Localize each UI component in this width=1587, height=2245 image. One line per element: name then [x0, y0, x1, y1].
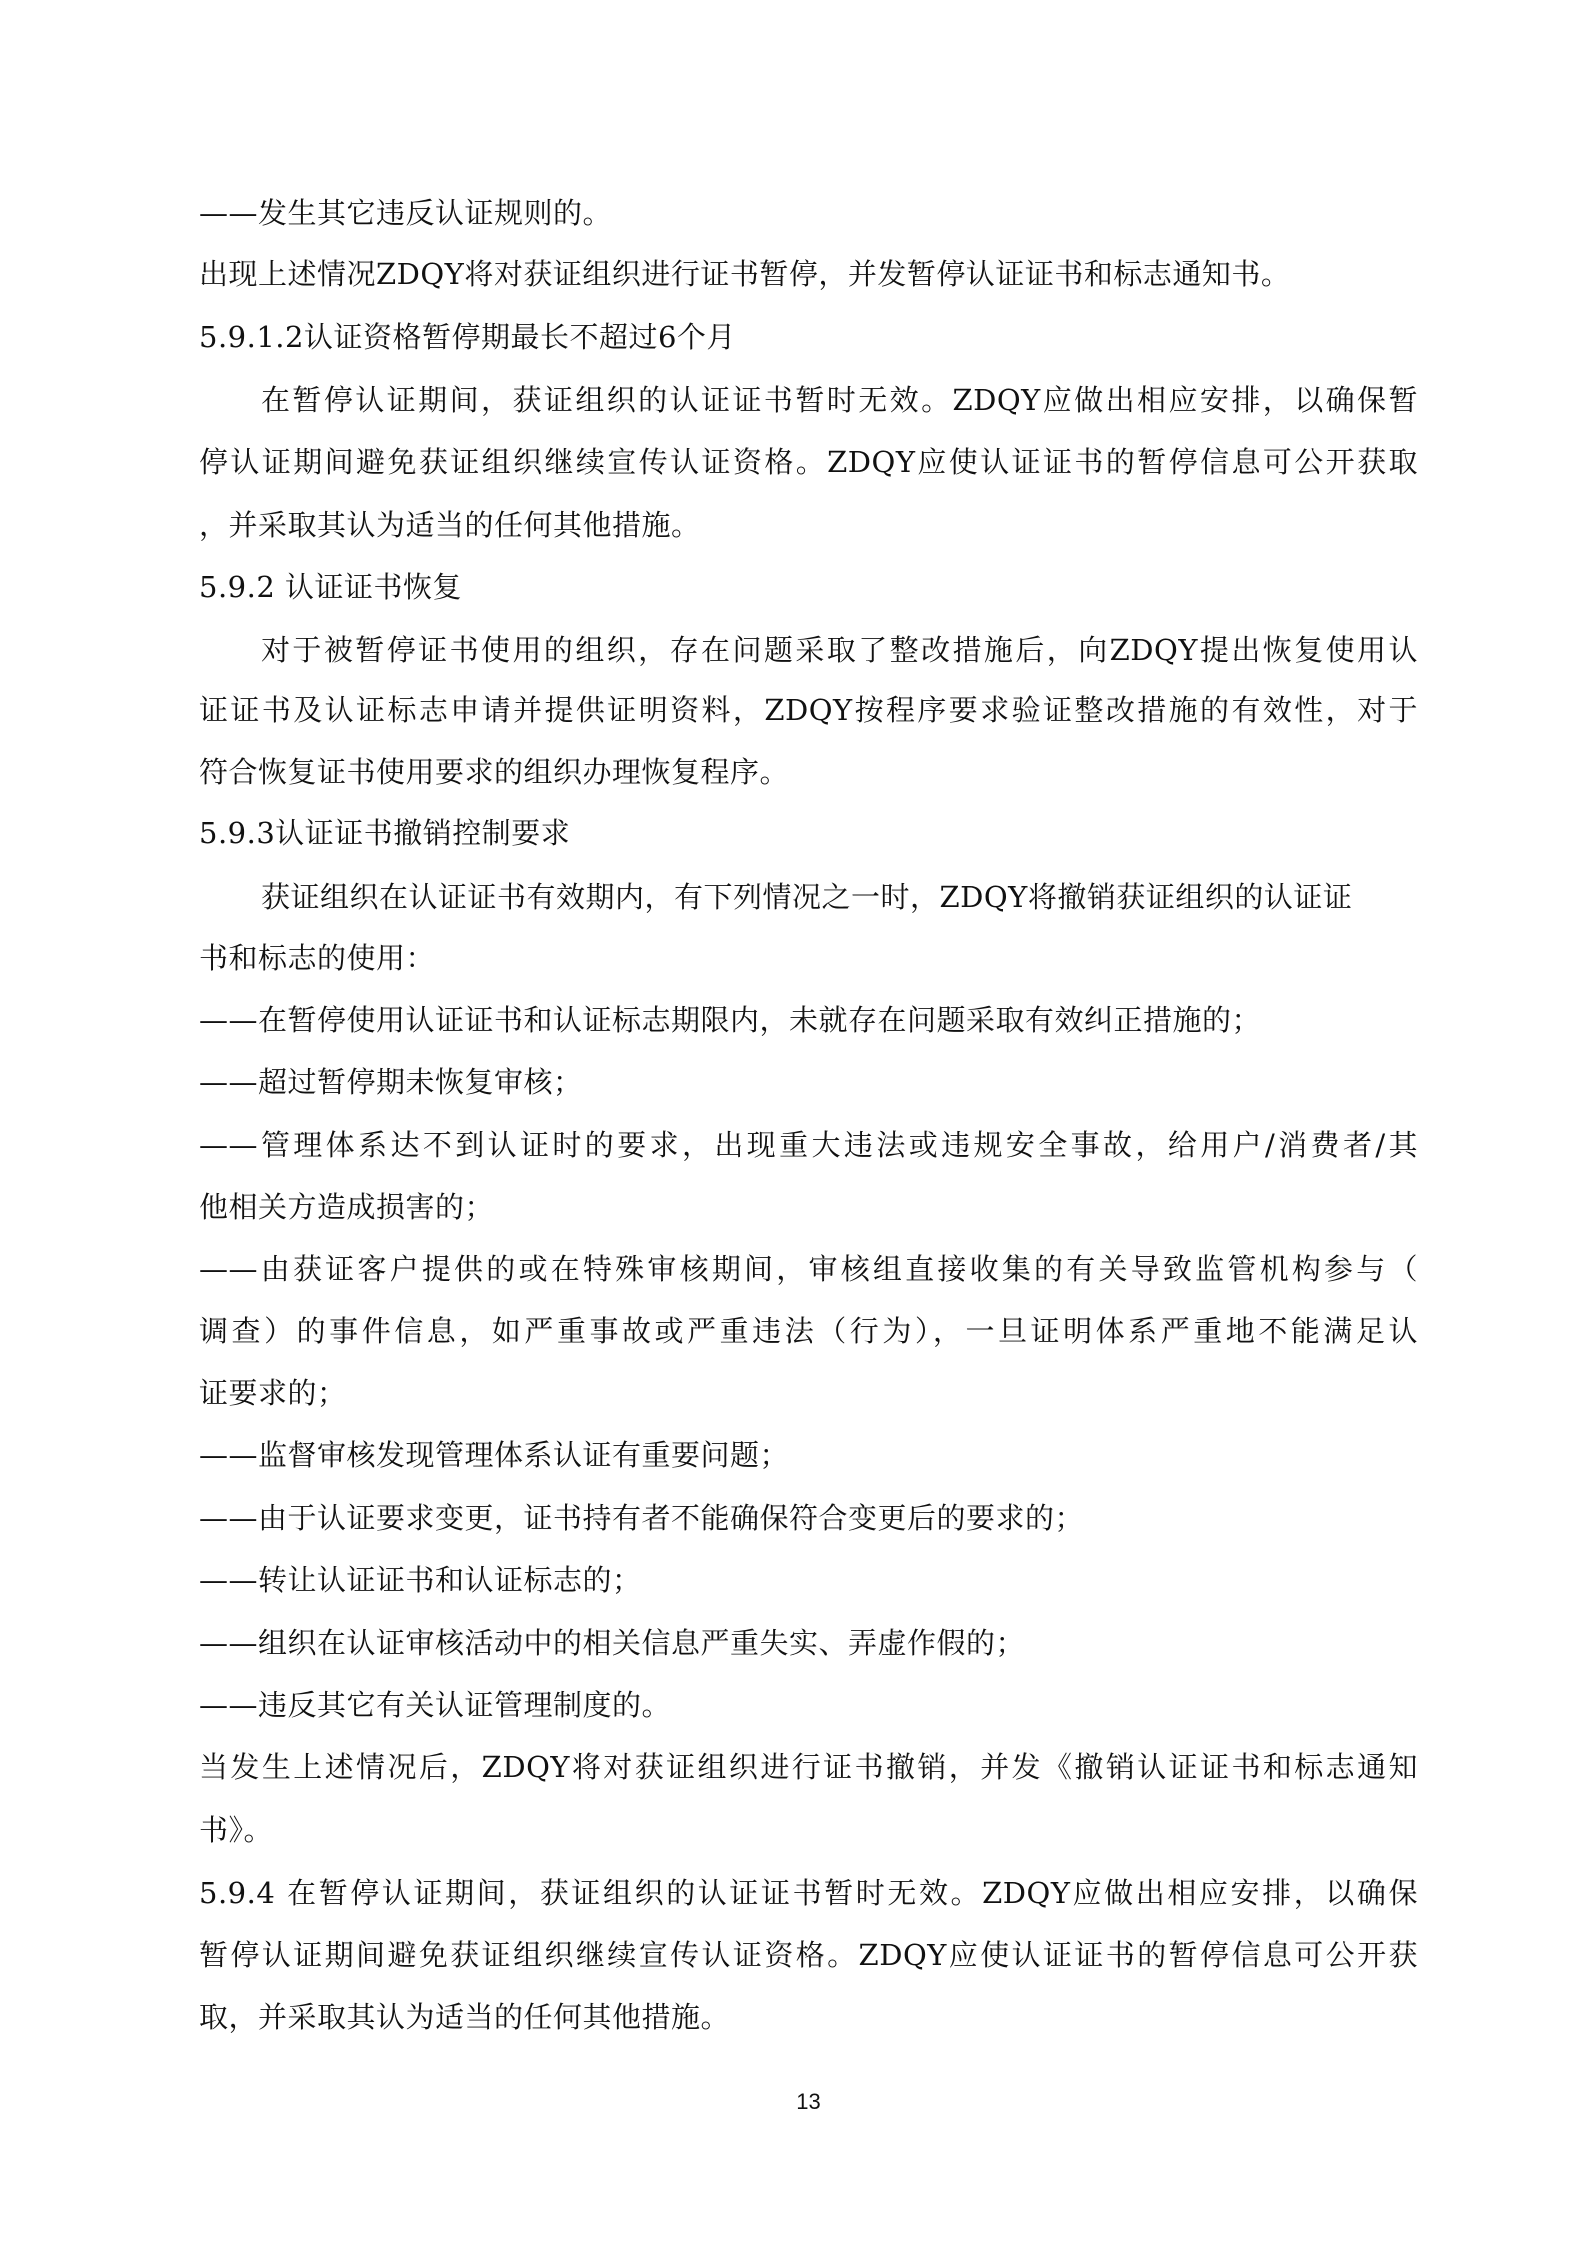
page-number: 13: [796, 2089, 821, 2114]
section-heading-5-9-2: 5.9.2 认证证书恢复: [199, 570, 463, 604]
text-line: 当发生上述情况后，ZDQY将对获证组织进行证书撤销，并发《撤销认证证书和标志通知: [199, 1750, 1418, 1784]
text-line: ，并采取其认为适当的任何其他措施。: [199, 508, 701, 542]
text-line: 书》。: [199, 1813, 274, 1847]
text-line: 符合恢复证书使用要求的组织办理恢复程序。: [199, 755, 790, 789]
text-line: 获证组织在认证证书有效期内，有下列情况之一时，ZDQY将撤销获证组织的认证证: [261, 880, 1353, 914]
text-line: 证要求的；: [199, 1376, 347, 1410]
list-item: ——组织在认证审核活动中的相关信息严重失实、弄虚作假的；: [199, 1626, 1026, 1660]
section-heading-5-9-1-2: 5.9.1.2认证资格暂停期最长不超过6个月: [199, 320, 736, 354]
text-line: 取，并采取其认为适当的任何其他措施。: [199, 2000, 731, 2034]
text-line: 证证书及认证标志申请并提供证明资料，ZDQY按程序要求验证整改措施的有效性，对于: [199, 693, 1418, 727]
text-line: 调查）的事件信息，如严重事故或严重违法（行为），一旦证明体系严重地不能满足认: [199, 1314, 1418, 1348]
list-item: ——由于认证要求变更，证书持有者不能确保符合变更后的要求的；: [199, 1501, 1085, 1535]
list-item: ——超过暂停期未恢复审核；: [199, 1065, 583, 1099]
list-item: ——管理体系达不到认证时的要求，出现重大违法或违规安全事故，给用户/消费者/其: [199, 1128, 1418, 1162]
list-item: ——转让认证证书和认证标志的；: [199, 1563, 642, 1597]
text-line: 对于被暂停证书使用的组织，存在问题采取了整改措施后，向ZDQY提出恢复使用认: [261, 633, 1418, 667]
list-item: ——违反其它有关认证管理制度的。: [199, 1688, 672, 1722]
text-line: 在暂停认证期间，获证组织的认证证书暂时无效。ZDQY应做出相应安排，以确保暂: [261, 383, 1418, 417]
text-line: ——发生其它违反认证规则的。: [199, 196, 613, 230]
text-line: 停认证期间避免获证组织继续宣传认证资格。ZDQY应使认证证书的暂停信息可公开获取: [199, 445, 1418, 479]
text-line: 书和标志的使用：: [199, 941, 436, 975]
list-item: ——在暂停使用认证证书和认证标志期限内，未就存在问题采取有效纠正措施的；: [199, 1003, 1262, 1037]
list-item: ——由获证客户提供的或在特殊审核期间，审核组直接收集的有关导致监管机构参与（: [199, 1252, 1418, 1286]
section-heading-5-9-3: 5.9.3认证证书撤销控制要求: [199, 816, 571, 850]
text-line: 暂停认证期间避免获证组织继续宣传认证资格。ZDQY应使认证证书的暂停信息可公开获: [199, 1938, 1418, 1972]
list-item: ——监督审核发现管理体系认证有重要问题；: [199, 1438, 790, 1472]
section-heading-5-9-4: 5.9.4 在暂停认证期间，获证组织的认证证书暂时无效。ZDQY应做出相应安排，以确保: [199, 1876, 1418, 1910]
text-line: 他相关方造成损害的；: [199, 1190, 495, 1224]
document-body: [199, 0, 1418, 2245]
text-line: 出现上述情况ZDQY将对获证组织进行证书暂停，并发暂停认证证书和标志通知书。: [199, 257, 1291, 291]
